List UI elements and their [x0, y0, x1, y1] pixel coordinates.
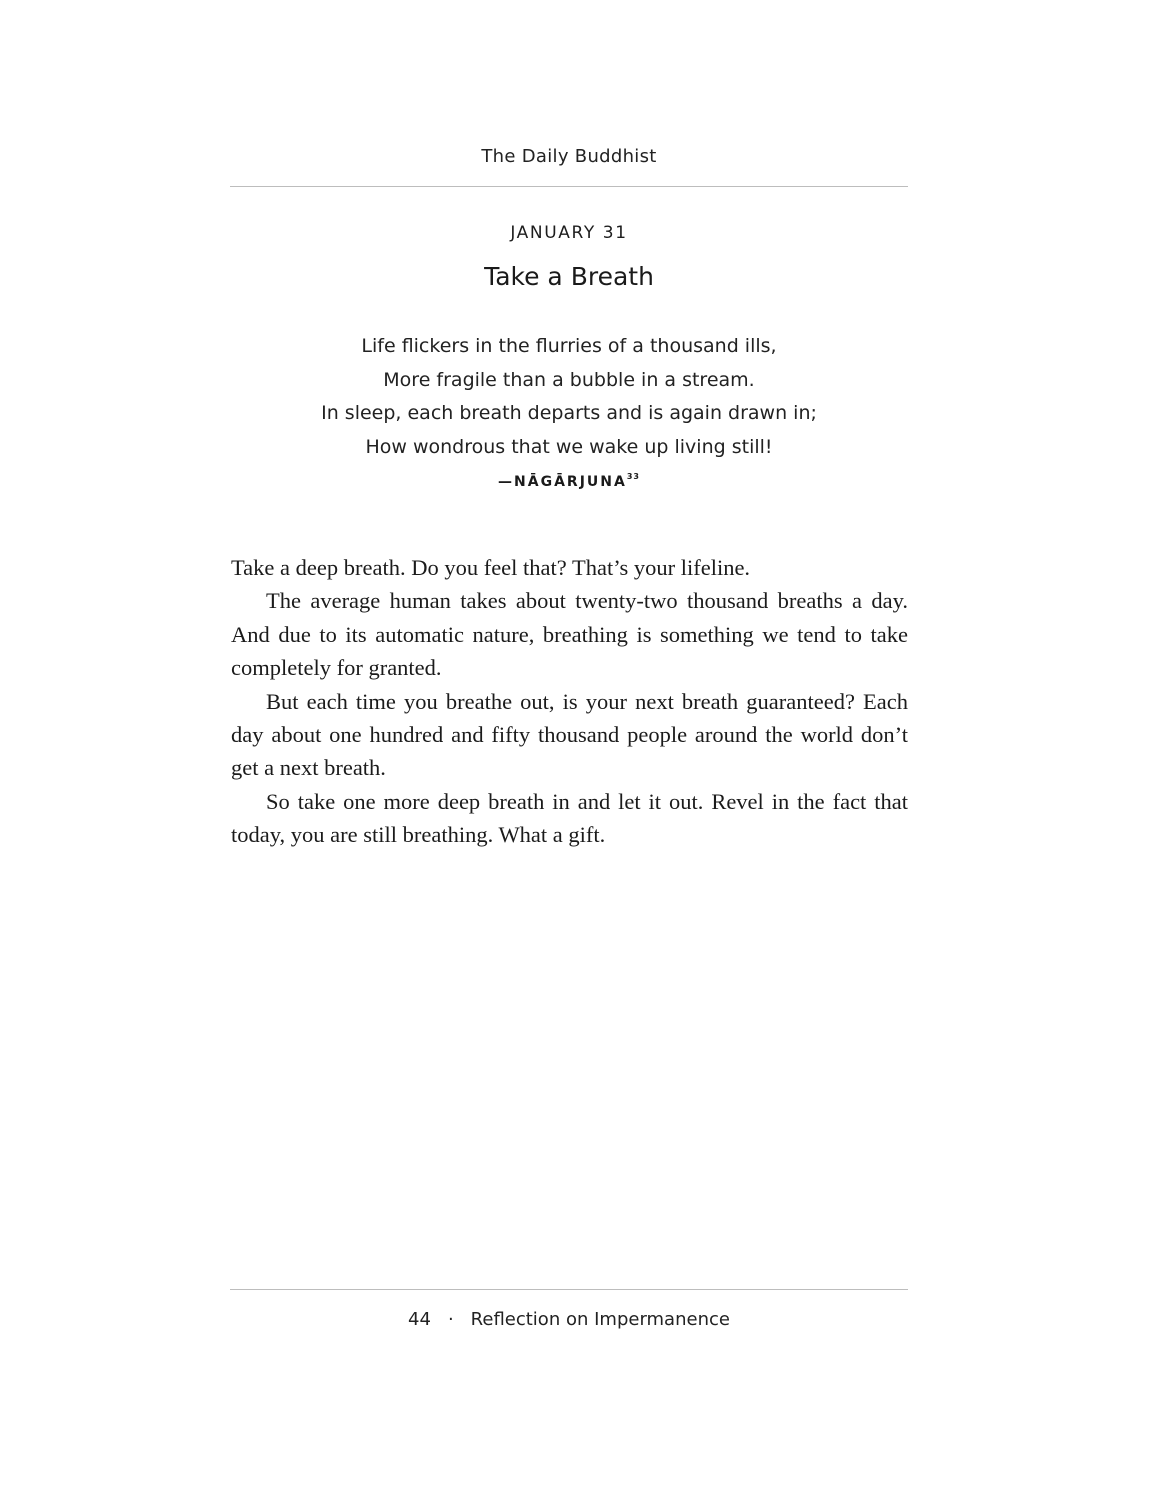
section-title: Reflection on Impermanence [470, 1309, 730, 1330]
page-number: 44 [408, 1309, 431, 1330]
epigraph [230, 330, 908, 464]
paragraph: Take a deep breath. Do you feel that? That’s your lifeline. [231, 555, 751, 580]
footer-separator: · [447, 1309, 454, 1330]
epigraph-line: More fragile than a bubble in a stream. [383, 368, 755, 391]
paragraph: But each time you breathe out, is your next breath guaranteed? Each day about one hundred and fifty thousand people around the world don’t get a next breath. [231, 688, 908, 781]
header-divider [230, 186, 908, 187]
entry-date: JANUARY 31 [510, 223, 628, 243]
epigraph-attribution [230, 472, 908, 490]
endnote-reference: 33 [626, 472, 640, 481]
page-footer [230, 1309, 908, 1330]
epigraph-line: How wondrous that we wake up living still! [365, 435, 773, 458]
attribution-name: —NĀGĀRJUNA [498, 474, 627, 490]
body-text [231, 551, 908, 852]
footer-divider [230, 1289, 908, 1290]
running-head: The Daily Buddhist [481, 146, 657, 167]
epigraph-line: Life flickers in the flurries of a thousand ills, [361, 335, 777, 357]
epigraph-line: In sleep, each breath departs and is again drawn in; [321, 402, 817, 424]
paragraph: The average human takes about twenty-two thousand breaths a day. And due to its automatic nature, breathing is something we tend to take completely for granted. [231, 588, 908, 681]
paragraph: So take one more deep breath in and let it out. Revel in the fact that today, you are still breathing. What a gift. [231, 788, 908, 848]
entry-title: Take a Breath [484, 262, 654, 291]
